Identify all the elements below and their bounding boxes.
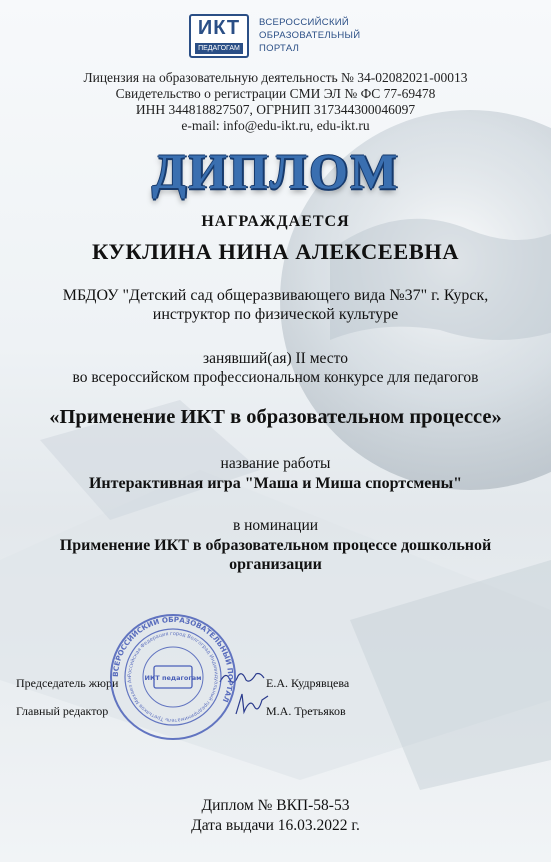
- position-line: инструктор по физической культуре: [152, 306, 399, 323]
- official-stamp: [108, 612, 238, 742]
- recipient-name: КУКЛИНА НИНА АЛЕКСЕЕВНА: [91, 239, 459, 264]
- place-info: [0, 349, 551, 387]
- editor-signature: [232, 690, 272, 720]
- logo-caption: [259, 16, 374, 55]
- chair-role: Председатель жюри: [16, 676, 119, 690]
- diploma-title: ДИПЛОМ: [151, 143, 400, 199]
- stamp-inner-text: ИКТ педагогам: [144, 674, 202, 682]
- stamp-ring-text: Российская Федерация город Волгоград Индивидуальный предприниматель Третьяков Михаил Ан: [126, 630, 220, 724]
- editor-name: М.А. Третьяков: [266, 704, 346, 718]
- chair-name: Е.А. Кудрявцева: [266, 676, 350, 690]
- logo-caption-line: ОБРАЗОВАТЕЛЬНЫЙ: [259, 30, 361, 41]
- inn-line: ИНН 344818827507, ОГРНИП 317344300046097: [135, 102, 416, 117]
- logo-mark-subtext: ПЕДАГОГАМ: [195, 43, 243, 54]
- nomination-line: организации: [229, 556, 322, 573]
- license-info: [0, 70, 551, 134]
- nomination-label: в номинации: [232, 517, 319, 534]
- logo-caption-line: ПОРТАЛ: [259, 43, 300, 54]
- work-label: название работы: [220, 455, 331, 472]
- diploma-number: Диплом № ВКП-58-53: [201, 797, 350, 814]
- logo-mark-text: ИКТ: [197, 17, 241, 39]
- logo-mark: [189, 14, 249, 58]
- stamp-outer-text: ВСЕРОССИЙСКИЙ ОБРАЗОВАТЕЛЬНЫЙ ПОРТАЛ: [110, 614, 236, 704]
- registration-line: Свидетельство о регистрации СМИ ЭЛ № ФС 77-69478: [115, 86, 436, 101]
- contest-type-line: во всероссийском профессиональном конкурсе для педагогов: [72, 369, 479, 386]
- awarded-heading: НАГРАЖДАЕТСЯ: [201, 213, 350, 230]
- work-title: Интерактивная игра "Маша и Миша спортсмены": [88, 475, 462, 492]
- diploma-footer: [0, 796, 551, 836]
- recipient-organization: [0, 286, 551, 324]
- issue-date: Дата выдачи 16.03.2022 г.: [191, 817, 360, 834]
- nomination-title: [0, 536, 551, 574]
- organization-line: МБДОУ "Детский сад общеразвивающего вида №37" г. Курск,: [62, 287, 489, 304]
- nomination-line: Применение ИКТ в образовательном процессе дошкольной: [59, 537, 492, 554]
- editor-role: Главный редактор: [16, 704, 109, 718]
- email-line: e-mail: info@edu-ikt.ru, edu-ikt.ru: [181, 118, 370, 133]
- place-line: занявший(ая) II место: [203, 350, 348, 367]
- license-line: Лицензия на образовательную деятельность № 34-02082021-00013: [83, 70, 468, 85]
- contest-name: «Применение ИКТ в образовательном процессе»: [49, 406, 502, 428]
- logo-caption-line: ВСЕРОССИЙСКИЙ: [259, 17, 350, 28]
- portal-logo: [189, 14, 369, 58]
